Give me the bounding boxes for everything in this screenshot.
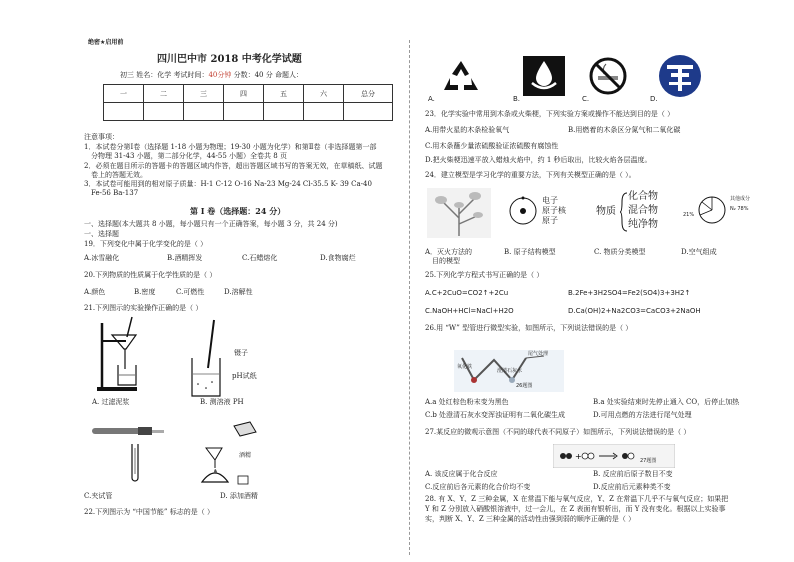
score-cell[interactable] [104, 103, 144, 121]
svg-text:+: + [575, 452, 582, 461]
q23-option-d[interactable]: D.把火柴梗迅速平放入蜡烛火焰中，约 1 秒后取出，比较火焰各层温度。 [425, 156, 652, 164]
score-cell[interactable] [224, 103, 264, 121]
q24-option-b[interactable]: B. 原子结构模型 [504, 248, 556, 256]
score-header-cell: 三 [184, 85, 224, 103]
q19-option-b[interactable]: B.酒精挥发 [167, 254, 203, 262]
air-pie-figure [697, 195, 727, 225]
score-header-cell: 总分 [344, 85, 393, 103]
q27-option-b[interactable]: B. 反应前后原子数目不变 [593, 470, 673, 478]
score-header-cell: 四 [224, 85, 264, 103]
score-header-cell: 五 [264, 85, 304, 103]
exam-meta-b: 分数：40 分 命题人： [231, 71, 303, 79]
q20-option-c[interactable]: C.可燃性 [176, 288, 205, 296]
atom-label-atom: 原子 [542, 216, 558, 225]
q23-option-b[interactable]: B.用燃着的木条区分氮气和二氧化碳 [568, 126, 681, 134]
q26-label-figure: 26题图 [516, 383, 533, 389]
q26-option-b[interactable]: B.a 处实验结束时先停止通入 CO，后停止加热 [593, 398, 740, 406]
q19-option-c[interactable]: C.石蜡熔化 [242, 254, 278, 262]
score-entry-row [104, 103, 393, 121]
q27-stem: 27.某反应的微观示意图（不同的球代表不同原子）如图所示，下列说法错误的是（ ） [425, 428, 691, 436]
q20-option-b[interactable]: B.密度 [134, 288, 156, 296]
q20-option-a[interactable]: A.颜色 [84, 288, 106, 296]
q22-option-b[interactable]: B. [513, 95, 521, 103]
q24-stem: 24．建立模型是学习化学的重要方法，下列有关模型正确的是（ ）。 [425, 171, 636, 179]
q25-option-b[interactable]: B.2Fe+3H2SO4=Fe2(SO4)3+3H2↑ [568, 289, 691, 297]
note-2a: 2．必须在题目所示的答题卡的答题区域内作答，超出答题区域书写的答案无效，在草稿纸、试题 [84, 162, 383, 170]
air-label-other: 其他成分 [730, 196, 751, 202]
class-label-matter: 物质 [596, 206, 616, 217]
water-saving-icon [523, 56, 565, 96]
q21-option-a[interactable]: A. 过滤泥浆 [92, 398, 130, 406]
air-label-n2: N₂ 78% [730, 206, 749, 212]
q27-option-a[interactable]: A. 该反应属于化合反应 [425, 470, 498, 478]
q21-stem: 21.下列图示的实验操作正确的是（ ） [84, 304, 203, 312]
q26-label-exhaust: 尾气处理 [528, 351, 549, 357]
class-label-compound: 化合物 [628, 191, 658, 202]
score-header-cell: 二 [144, 85, 184, 103]
q22-option-a[interactable]: A. [428, 95, 435, 103]
score-cell[interactable] [344, 103, 393, 121]
note-2b: 卷上的答题无效。 [91, 171, 147, 179]
q24-option-c[interactable]: C. 物质分类模型 [594, 248, 646, 256]
reaction-figure [553, 444, 675, 468]
q19-option-a[interactable]: A.冰雪融化 [84, 254, 120, 262]
q26-option-a[interactable]: A.a 处红棕色粉末变为黑色 [425, 398, 509, 406]
q21-label-ph-paper: pH试纸 [232, 372, 257, 380]
air-label-o2: 21% [683, 212, 695, 218]
q19-option-d[interactable]: D.食物腐烂 [320, 254, 356, 262]
q21-option-c[interactable]: C.夹试管 [84, 492, 113, 500]
q27-figure-label: 27题图 [640, 458, 657, 464]
page-title: 四川巴中市 2018 中考化学试题 [157, 54, 302, 65]
q20-option-d[interactable]: D.溶解性 [224, 288, 253, 296]
exam-meta [120, 71, 303, 80]
q21-label-tweezers: 镊子 [234, 349, 248, 357]
q26-option-d[interactable]: D.可用点燃的方法进行尾气处理 [593, 411, 692, 419]
score-table [103, 84, 393, 121]
q24-option-a-line1[interactable]: A．灭火方法的 [425, 248, 473, 256]
part1-instructions: 一、选择题(本大题共 8 小题，每小题只有一个正确答案，每小题 3 分，共 24 分) [84, 220, 338, 228]
q23-stem: 23．化学实验中常用到木条或火柴梗，下列实验方案或操作不能达到目的是（ ） [425, 110, 675, 118]
q21-option-d[interactable]: D. 添加酒精 [220, 492, 258, 500]
atom-model-figure [508, 196, 538, 226]
q28-line1: 28. 有 X、Y、Z 三种金属，X 在常温下能与氧气反应，Y、Z 在常温下几乎不与氧气反应；如果把 [425, 495, 729, 503]
atom-label-nucleus: 原子核 [542, 206, 566, 215]
part1-title: 第 I 卷（选择题：24 分） [190, 206, 286, 216]
q27-option-c[interactable]: C.反应前后各元素的化合价均不变 [425, 483, 531, 491]
q28-line2: Y 和 Z 分别放入硝酸银溶液中，过一会儿，在 Z 表面有银析出，而 Y 没有变化。根据以上实验事 [425, 505, 726, 513]
note-3b: Fe-56 Ba-137 [91, 189, 139, 197]
note-1a: 1．本试卷分第Ⅰ卷（选择题 1-18 小题为物理；19-30 小题为化学）和第Ⅱ卷（非选择题第一部 [84, 143, 377, 151]
q28-line3: 实，判断 X、Y、Z 三种金属的活动性由强到弱的顺序正确的是（ ） [425, 515, 636, 523]
q24-option-d[interactable]: D.空气组成 [681, 248, 717, 256]
score-header-row [104, 85, 393, 103]
class-label-mixture: 混合物 [628, 205, 658, 216]
q20-stem: 20.下列物质的性质属于化学性质的是（ ） [84, 271, 217, 279]
q27-option-d[interactable]: D.反应前后元素种类不变 [593, 483, 671, 491]
q24-option-a-line2[interactable]: 目的模型 [432, 257, 460, 265]
q19-stem: 19．下列变化中属于化学变化的是（ ） [84, 240, 208, 248]
q21-option-b[interactable]: B. 测溶液 PH [200, 398, 244, 406]
q23-option-c[interactable]: C.用木条蘸少量浓硫酸验证浓硫酸有腐蚀性 [425, 142, 559, 150]
score-header-cell: 六 [304, 85, 344, 103]
test-tube-clamp-figure [90, 418, 170, 484]
filtration-figure [96, 315, 166, 393]
note-1b: 分物理 31-43 小题，第二部分化学，44-55 小题）全卷共 8 页 [91, 152, 287, 160]
q26-stem: 26.用 “W” 型管进行微型实验，如图所示，下列说法错误的是（ ） [425, 324, 633, 332]
notes-title: 注意事项： [84, 133, 119, 141]
recycle-icon [441, 58, 481, 94]
score-cell[interactable] [144, 103, 184, 121]
exam-meta-a: 初三 姓名：化学 考试时间： [120, 71, 209, 79]
secret-label: 绝密★启用前 [88, 39, 124, 46]
q22-stem: 22.下列图示为 “中国节能” 标志的是（ ） [84, 508, 214, 516]
q25-option-d[interactable]: D.Ca(OH)2+Na2CO3=CaCO3+2NaOH [568, 307, 701, 315]
q26-option-c[interactable]: C.b 处澄清石灰水变浑浊证明有二氧化碳生成 [425, 411, 566, 419]
column-divider [409, 40, 410, 555]
class-label-pure: 纯净物 [628, 219, 658, 230]
fire-model-figure [427, 188, 491, 238]
q26-label-iron-oxide: 氧化铁 [457, 364, 473, 370]
note-3a: 3．本试卷可能用到的相对原子质量：H-1 C-12 O-16 Na-23 Mg-24 Cl-35.5 K- 39 Ca-40 [84, 180, 372, 188]
q21-label-alcohol: 酒精 [239, 452, 252, 459]
exam-meta-time: 40分钟 [208, 71, 232, 79]
q26-label-limewater: 澄清石灰水 [497, 368, 523, 374]
q25-option-a[interactable]: A.C+2CuO=CO2↑+2Cu [425, 289, 509, 297]
q25-option-c[interactable]: C.NaOH+HCl=NaCl+H2O [425, 307, 514, 315]
score-cell[interactable] [184, 103, 224, 121]
china-energy-saving-logo [658, 54, 702, 98]
q25-stem: 25.下列化学方程式书写正确的是（ ） [425, 271, 544, 279]
atom-label-electron: 电子 [542, 196, 558, 205]
score-header-cell: 一 [104, 85, 144, 103]
q22-option-d[interactable]: D. [650, 95, 658, 103]
classification-brace [620, 192, 628, 232]
score-cell[interactable] [304, 103, 344, 121]
score-cell[interactable] [264, 103, 304, 121]
part1-heading: 一、选择题 [84, 230, 119, 238]
q22-option-c[interactable]: C. [582, 95, 590, 103]
ph-test-figure [188, 318, 226, 398]
no-smoking-icon [588, 56, 628, 96]
q23-option-a[interactable]: A.用带火星的木条检验氧气 [425, 126, 510, 134]
